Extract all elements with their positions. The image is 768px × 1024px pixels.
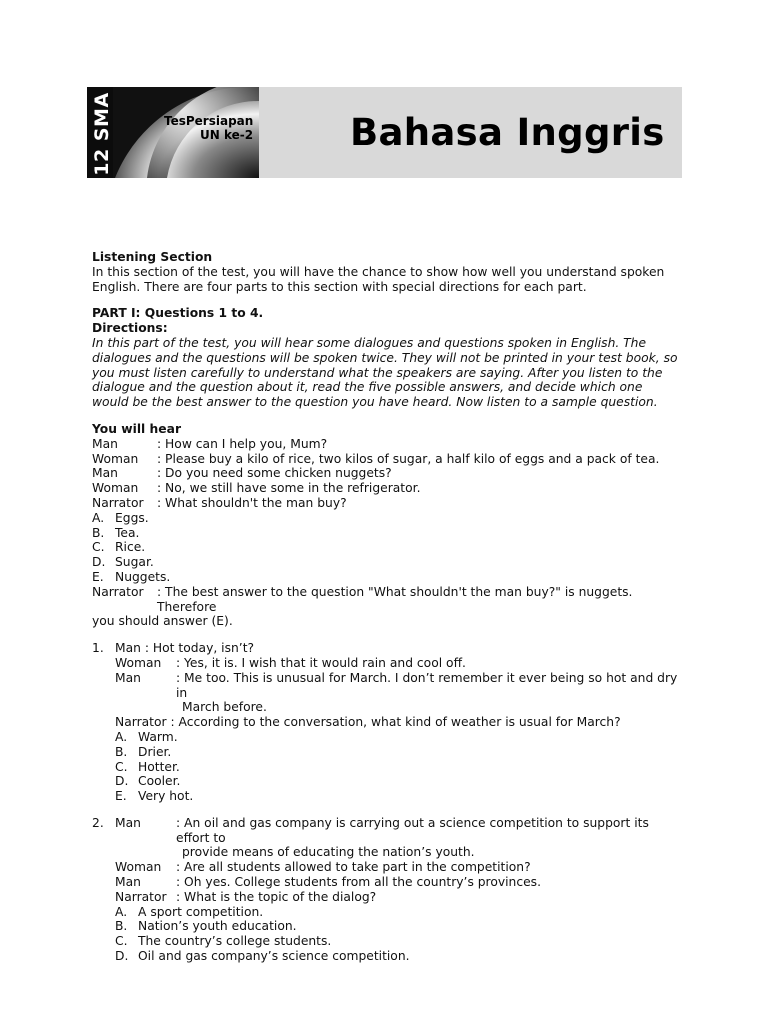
- sample-answer: [92, 585, 682, 615]
- dialogue-line: [115, 860, 682, 875]
- option-letter: D.: [92, 555, 106, 570]
- utterance: : Please buy a kilo of rice, two kilos of sugar, a half kilo of eggs and a pack of tea.: [157, 451, 660, 466]
- question-options: [115, 730, 682, 804]
- answer-option: [92, 540, 682, 555]
- utterance-cont: March before.: [182, 700, 267, 715]
- question-number: 1.: [92, 641, 104, 656]
- question-number: 2.: [92, 815, 104, 830]
- dialogue-line: [92, 437, 682, 452]
- tagline-line2: UN ke-2: [200, 128, 254, 142]
- dialogue-line: [92, 466, 682, 481]
- answer-option: [115, 919, 682, 934]
- option-letter: D.: [115, 774, 129, 789]
- logo: [87, 87, 259, 178]
- sample-heading: You will hear: [92, 421, 182, 436]
- speaker: Man: [115, 670, 141, 685]
- listening-heading: Listening Section: [92, 250, 213, 264]
- answer-option: [92, 555, 682, 570]
- answer-option: [115, 934, 682, 949]
- option-letter: C.: [115, 759, 128, 774]
- sample-options: [92, 511, 682, 585]
- header-banner: [87, 87, 682, 178]
- sample-answer-cont: you should answer (E).: [92, 614, 233, 629]
- dialogue-line: [115, 875, 682, 890]
- answer-option: [92, 570, 682, 585]
- utterance: : Oh yes. College students from all the country’s provinces.: [176, 875, 541, 890]
- part-heading: PART I: Questions 1 to 4.: [92, 306, 264, 321]
- dialogue-line: [115, 671, 682, 701]
- utterance: : Are all students allowed to take part in the competition?: [176, 860, 531, 875]
- option-text: Eggs.: [115, 510, 149, 525]
- option-text: The country’s college students.: [138, 934, 332, 949]
- option-letter: B.: [92, 525, 105, 540]
- option-text: Rice.: [115, 540, 146, 555]
- option-letter: A.: [115, 904, 128, 919]
- speaker: Man: [115, 815, 141, 830]
- option-text: Nuggets.: [115, 569, 171, 584]
- speaker: Woman: [92, 481, 139, 496]
- speaker: Woman: [115, 860, 162, 875]
- option-letter: A.: [115, 729, 128, 744]
- tagline-line1: TesPersiapan: [164, 114, 254, 128]
- speaker: Narrator: [92, 584, 144, 599]
- dialogue-line: [92, 452, 682, 467]
- speaker: Narrator: [92, 495, 144, 510]
- answer-option: [115, 760, 682, 775]
- question-1: [92, 641, 682, 804]
- option-letter: B.: [115, 919, 128, 934]
- test-tagline: [164, 114, 253, 142]
- utterance: : What shouldn't the man buy?: [157, 495, 347, 510]
- speaker: Narrator: [115, 889, 167, 904]
- speaker: Woman: [115, 655, 162, 670]
- dialogue-line: [92, 496, 682, 511]
- directions-label: Directions:: [92, 321, 168, 336]
- answer-option: [92, 511, 682, 526]
- utterance: : Do you need some chicken nuggets?: [157, 466, 392, 481]
- option-letter: C.: [92, 540, 105, 555]
- utterance: : Yes, it is. I wish that it would rain and cool off.: [176, 655, 466, 670]
- dialogue-line: [115, 816, 682, 846]
- utterance-cont: provide means of educating the nation’s youth.: [182, 845, 475, 860]
- question-options: [115, 905, 682, 964]
- dialogue-line: Narrator : According to the conversation, what kind of weather is usual for March?: [115, 715, 621, 730]
- option-letter: A.: [92, 510, 105, 525]
- question-2: [92, 816, 682, 964]
- document-body: [92, 250, 682, 964]
- answer-option: [115, 905, 682, 920]
- utterance: : Me too. This is unusual for March. I don’t remember it ever being so hot and dry in: [176, 670, 678, 700]
- option-text: Cooler.: [138, 774, 181, 789]
- option-letter: B.: [115, 744, 128, 759]
- option-text: Tea.: [115, 525, 140, 540]
- answer-option: [115, 730, 682, 745]
- option-text: A sport competition.: [138, 904, 264, 919]
- speaker: Woman: [92, 451, 139, 466]
- dialogue-line: [115, 890, 682, 905]
- speaker: Man: [92, 436, 118, 451]
- answer-option: [115, 949, 682, 964]
- speaker: Man: [115, 875, 141, 890]
- utterance: : An oil and gas company is carrying out a science competition to support its effort to: [176, 815, 649, 845]
- dialogue-line: Man : Hot today, isn’t?: [115, 641, 255, 656]
- dialogue-line: [92, 481, 682, 496]
- option-text: Nation’s youth education.: [138, 919, 297, 934]
- answer-option: [92, 526, 682, 541]
- option-letter: E.: [92, 569, 104, 584]
- speaker: Man: [92, 466, 118, 481]
- option-letter: D.: [115, 949, 129, 964]
- listening-intro: In this section of the test, you will have the chance to show how well you understand spoken English. There are four parts to this section with special directions for each part.: [92, 264, 665, 294]
- option-text: Drier.: [138, 744, 172, 759]
- utterance: : What is the topic of the dialog?: [176, 889, 377, 904]
- option-text: Very hot.: [138, 789, 194, 804]
- sample-dialogue: [92, 437, 682, 511]
- grade-label: 12 SMA: [91, 92, 113, 176]
- utterance: : How can I help you, Mum?: [157, 436, 328, 451]
- subject-title: Bahasa Inggris: [350, 111, 665, 154]
- option-letter: E.: [115, 789, 127, 804]
- option-letter: C.: [115, 934, 128, 949]
- utterance: : No, we still have some in the refrigerator.: [157, 481, 421, 496]
- answer-option: [115, 789, 682, 804]
- option-text: Oil and gas company’s science competition.: [138, 949, 410, 964]
- option-text: Hotter.: [138, 759, 180, 774]
- directions-text: In this part of the test, you will hear some dialogues and questions spoken in English. The dialogues and the questions will be spoken twice. They will not be printed in your test book, so you must listen carefully to understand what the speakers are saying. After you listen to the dialogue and the question about it, read the five possible answers, and decide which one would be the best answer to the question you have heard. Now listen to a sample question.: [92, 335, 678, 410]
- dialogue-line: [115, 656, 682, 671]
- option-text: Sugar.: [115, 555, 154, 570]
- option-text: Warm.: [138, 729, 178, 744]
- answer-text: : The best answer to the question "What shouldn't the man buy?" is nuggets. Therefore: [157, 584, 633, 614]
- answer-option: [115, 774, 682, 789]
- answer-option: [115, 745, 682, 760]
